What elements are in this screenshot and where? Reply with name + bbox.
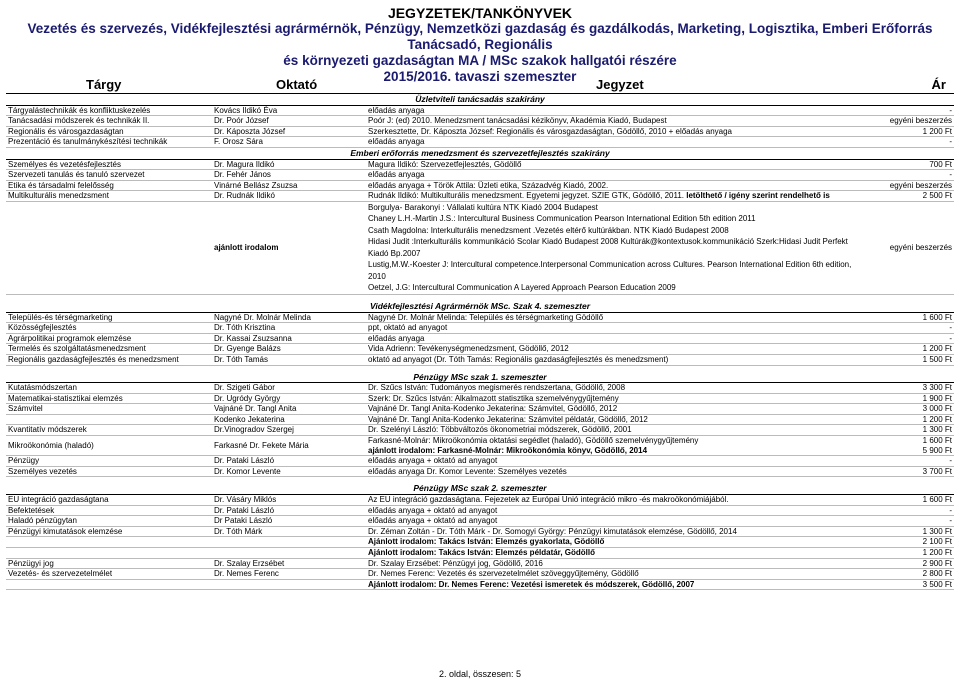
section-header: Pénzügy MSc szak 2. szemeszter [6, 483, 954, 494]
page-subtitle: Vezetés és szervezés, Vidékfejlesztési agrármérnök, Pénzügy, Nemzetközi gazdaság és gazdálkodás, Marketing, Logisztika, Emberi Erőforrás Tanácsadó, Regionális [27, 21, 933, 52]
column-header-subject: Tárgy [86, 77, 122, 92]
table-row: EU integráció gazdaságtana Dr. Vásáry Miklós Az EU integráció gazdaságtana. Fejezetek az Európai Unió integráció mikro -és makroökonómiájából. 1 600 Ft [8, 495, 953, 505]
reference-item: Lustig,M.W.-Koester J: Intercultural competence.Interpersonal Communication across Cultures. Pearson International Edition 6th edition, 2010 [368, 260, 852, 281]
table-row: Tárgyalástechnikák és konfliktuskezelés Kovács Ildikó Éva előadás anyaga - [8, 105, 953, 115]
table-row: Pénzügy Dr. Pataki László előadás anyaga + oktató ad anyagot - [8, 456, 953, 466]
table-row: Prezentáció és tanulmánykészítési technikák F. Orosz Sára előadás anyaga - [8, 137, 953, 147]
column-header-teacher: Oktató [276, 77, 318, 92]
table-row: Személyes vezetés Dr. Komor Levente előadás anyaga Dr. Komor Levente: Személyes vezetés 3 700 Ft [8, 466, 953, 476]
table-row: Haladó pénzügytan Dr Pataki László előadás anyaga + oktató ad anyagot - [8, 516, 953, 526]
table-row: Személyes és vezetésfejlesztés Dr. Magura Ildikó Magura Ildikó: Szervezetfejlesztés, Gödöllő 700 Ft [8, 159, 953, 169]
table-row: Regionális és városgazdaságtan Dr. Káposzta József Szerkesztette, Dr. Káposzta József: Regionális és városgazdaságtan, Gödöllő, 2010 + előadás anyaga 1 200 Ft [8, 126, 953, 136]
table-row: Tanácsadási módszerek és technikák II. Dr. Poór József Poór J: (ed) 2010. Menedzsment tanácsadási kézikönyv, Akadémia Kiadó, Budapest egyéni beszerzés [8, 116, 953, 126]
section-header: Emberi erőforrás menedzsment és szervezetfejlesztés szakirány [6, 147, 954, 159]
reference-item: Borgulya- Barakonyi : Vállalati kultúra NTK Kiadó 2004 Budapest [368, 202, 598, 212]
table-row: Agrárpolitikai programok elemzése Dr. Kassai Zsuzsanna előadás anyaga - [8, 333, 953, 343]
table-row: Szervezeti tanulás és tanuló szervezet Dr. Fehér János előadás anyaga - [8, 170, 953, 180]
table-row: Regionális gazdaságfejlesztés és menedzsment Dr. Tóth Tamás oktató ad anyagot (Dr. Tóth Tamás: Regionális gazdaságfejlesztés és menedzsment) 1 500 Ft [8, 354, 953, 364]
table-row: Kvantitatív módszerek Dr.Vinogradov Szergej Dr. Szelényi László: Többváltozós ökonometriai módszerek, Gödöllő, 2001 1 300 Ft [8, 425, 953, 435]
reference-item: Oetzel, J.G: Intercultural Communication A Layered Approach Pearson Education 2009 [368, 283, 676, 293]
table-row: Multikulturális menedzsment Dr. Rudnák Ildikó Rudnák Ildikó: Multikulturális menedzsment. Egyetemi jegyzet. SZIE GTK, Gödöllő, 2011. letölthető / igény szerint rendelhető is 2 500 Ft [8, 191, 953, 201]
column-header-price: Ár [931, 77, 946, 92]
table-row: Vezetés- és szervezetelmélet Dr. Nemes Ferenc Dr. Nemes Ferenc: Vezetés és szervezetelmélet szöveggyűjtemény, Gödöllő 2 800 Ft [8, 569, 953, 579]
table-row: Ajánlott irodalom: Dr. Nemes Ferenc: Vezetési ismeretek és módszerek, Gödöllő, 2007 3 500 Ft [6, 579, 954, 590]
table-row: Etika és társadalmi felelősség Vinárné Bellász Zsuzsa előadás anyaga + Török Attila: Üzleti etika, Századvég Kiadó, 2002. egyéni beszerzés [8, 180, 953, 190]
table-row: Település-és térségmarketing Nagyné Dr. Molnár Melinda Nagyné Dr. Molnár Melinda: Település és térségmarketing Gödöllő 1 600 Ft [8, 312, 953, 322]
column-header-notes: Jegyzet [596, 77, 644, 92]
table-row: Mikroökonómia (haladó) Farkasné Dr. Fekete Mária Farkasné-Molnár: Mikroökonómia oktatási segédlet (haladó), Gödöllő szemelvénygyűjtemény ajánlott irodalom: Farkasné-Molnár: Mikroökonómia könyv, Gödöllő, 2014 1 600 Ft 5 900 Ft [8, 436, 953, 455]
section-header: Üzletviteli tanácsadás szakirány [6, 94, 954, 105]
reference-item: Hidasi Judit :Interkulturális kommunikáció Scolar Kiadó Budapest 2008 Kultúrák@kontextusok.kommunikáció Szerk:Hidasi Judit Perfekt Kiadó Bp.2007 [368, 237, 848, 258]
reference-item: Chaney L.H.-Martin J.S.: Intercultural Business Communication Pearson International Edition 5th edition 2011 [368, 214, 756, 224]
table-row: Matematikai-statisztikai elemzés Dr. Ugródy György Szerk: Dr. Szűcs István: Alkalmazott statisztika szemelvénygyűjtemény 1 900 Ft [8, 393, 953, 403]
table-row: Befektetések Dr. Pataki László előadás anyaga + oktató ad anyagot - [8, 505, 953, 515]
page-title: JEGYZETEK/TANKÖNYVEK [387, 5, 573, 21]
section-header: Pénzügy MSc szak 1. szemeszter [6, 372, 954, 383]
section-header: Vidékfejlesztési Agrármérnök MSc. Szak 4. szemeszter [6, 301, 954, 312]
table-row: Számvitel Vajnáné Dr. Tangl Anita Vajnáné Dr. Tangl Anita-Kodenko Jekaterina: Számvitel, Gödöllő, 2012 3 000 Ft [8, 404, 953, 414]
table-row: Pénzügyi kimutatások elemzése Dr. Tóth Márk Dr. Zéman Zoltán - Dr. Tóth Márk - Dr. Somogyi György: Pénzügyi kimutatások elemzése, Gödöllő, 2014 1 300 Ft [8, 526, 953, 536]
table-row: Kutatásmódszertan Dr. Szigeti Gábor Dr. Szűcs István: Tudományos megismerés rendszertana, Gödöllő, 2008 3 300 Ft [8, 383, 953, 393]
page-subtitle-2: és környezeti gazdaságtan MA / MSc szakok hallgatói részére [283, 53, 677, 68]
reference-item: Csath Magdolna: Interkulturális menedzsment .Vezetés eltérő kultúrákban. NTK Kiadó Budapest 2008 [368, 225, 729, 235]
table-row: Ajánlott irodalom: Takács István: Elemzés példatár, Gödöllő 1 200 Ft [6, 548, 954, 559]
semester-label: 2015/2016. tavaszi szemeszter [383, 69, 577, 84]
table-row: Közösségfejlesztés Dr. Tóth Krisztina ppt, oktató ad anyagot - [8, 323, 953, 333]
page-number: 2. oldal, összesen: 5 [438, 669, 522, 679]
table-row: ajánlott irodalom Borgulya- Barakonyi : Vállalati kultúra NTK Kiadó 2004 Budapest Chaney L.H.-Martin J.S.: Intercultural Business Communication Pearson International Edition 5th edition 2011 Csath Magdolna: Interkulturális menedzsment .Vezetés eltérő kultúrákban. NTK Kiadó Budapest 2008 Hidasi Judit :Interkulturális kommunikáció Scolar Kiadó Budapest 2008 Kultúrák@kontextusok.kommunikáció Szerk:Hidasi Judit Perfekt Kiadó Bp.2007 Lustig,M.W.-Koester J: Intercultural competence.Interpersonal Communication across Cultures. Pearson International Edition 6th edition, 2010 Oetzel, J.G: Intercultural Communication A Layered Approach Pearson Education 2009 egyéni beszerzés [6, 201, 954, 294]
column-header-row [6, 77, 954, 94]
table-row: Kodenko Jekaterina Vajnáné Dr. Tangl Anita-Kodenko Jekaterina: Számvitel példatár, Gödöllő, 2012 1 200 Ft [6, 414, 954, 425]
notes-table [6, 94, 954, 590]
table-row: Ajánlott irodalom: Takács István: Elemzés gyakorlata, Gödöllő 2 100 Ft [6, 537, 954, 548]
table-row: Pénzügyi jog Dr. Szalay Erzsébet Dr. Szalay Erzsébet: Pénzügyi jog, Gödöllő, 2016 2 900 Ft [8, 558, 953, 568]
table-row: Termelés és szolgáltatásmenedzsment Dr. Gyenge Balázs Vida Adrienn: Tevékenységmenedzsment, Gödöllő, 2012 1 200 Ft [8, 344, 953, 354]
